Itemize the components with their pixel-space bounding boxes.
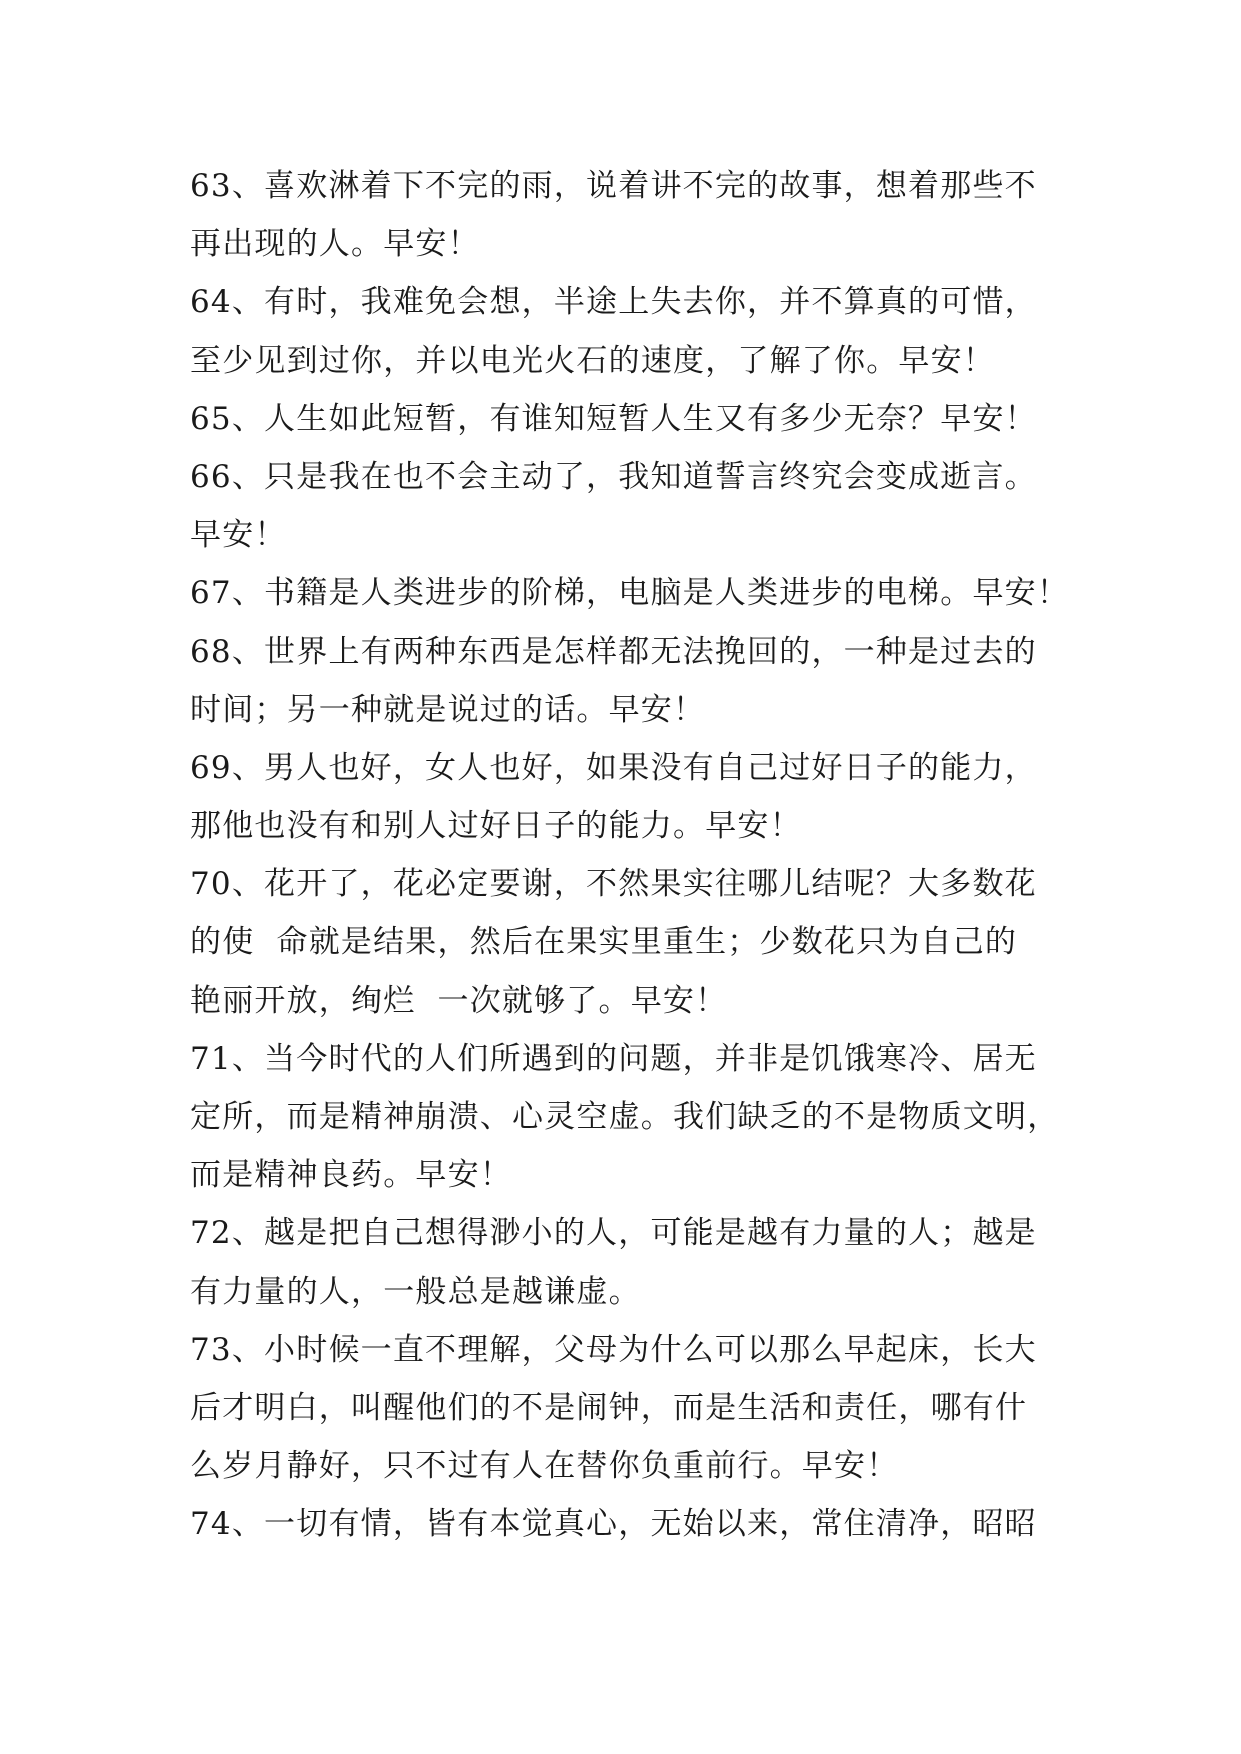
text-line: 64、有时，我难免会想，半途上失去你，并不算真的可惜， bbox=[190, 284, 1037, 321]
text-line: 67、书籍是人类进步的阶梯，电脑是人类进步的电梯。早安！ bbox=[190, 575, 1070, 612]
text-line: 有力量的人，一般总是越谦虚。 bbox=[190, 1273, 641, 1310]
text-line: 63、喜欢淋着下不完的雨，说着讲不完的故事，想着那些不 bbox=[190, 168, 1037, 204]
text-line: 再出现的人。早安！ bbox=[190, 226, 480, 263]
text-line: 70、花开了，花必定要谢，不然果实往哪儿结呢？大多数花 bbox=[190, 866, 1037, 903]
text-line: 而是精神良药。早安！ bbox=[190, 1157, 512, 1194]
text-line: 时间；另一种就是说过的话。早安！ bbox=[190, 691, 706, 728]
text-line: 么岁月静好，只不过有人在替你负重前行。早安！ bbox=[190, 1448, 899, 1485]
text-line: 71、当今时代的人们所遇到的问题，并非是饥饿寒冷、居无 bbox=[190, 1040, 1037, 1077]
text-line: 早安！ bbox=[190, 517, 287, 554]
text-line: 的使 命就是结果，然后在果实里重生；少数花只为自己的 bbox=[190, 924, 1018, 961]
text-line: 定所，而是精神崩溃、心灵空虚。我们缺乏的不是物质文明， bbox=[190, 1099, 1060, 1135]
text-line: 至少见到过你，并以电光火石的速度，了解了你。早安！ bbox=[190, 342, 995, 379]
text-line: 74、一切有情，皆有本觉真心，无始以来，常住清净，昭昭 bbox=[190, 1506, 1037, 1543]
text-line: 66、只是我在也不会主动了，我知道誓言终究会变成逝言。 bbox=[190, 458, 1037, 495]
text-line: 69、男人也好，女人也好，如果没有自己过好日子的能力， bbox=[190, 749, 1037, 786]
document-body bbox=[190, 157, 1070, 1554]
text-line: 65、人生如此短暂，有谁知短暂人生又有多少无奈？早安！ bbox=[190, 400, 1037, 437]
text-line: 艳丽开放，绚烂 一次就够了。早安！ bbox=[190, 982, 728, 1019]
text-line: 那他也没有和别人过好日子的能力。早安！ bbox=[190, 808, 802, 845]
text-line: 73、小时候一直不理解，父母为什么可以那么早起床，长大 bbox=[190, 1331, 1037, 1368]
text-line: 后才明白，叫醒他们的不是闹钟，而是生活和责任，哪有什 bbox=[190, 1389, 1028, 1426]
text-line: 68、世界上有两种东西是怎样都无法挽回的，一种是过去的 bbox=[190, 633, 1037, 670]
text-line: 72、越是把自己想得渺小的人，可能是越有力量的人；越是 bbox=[190, 1215, 1037, 1252]
